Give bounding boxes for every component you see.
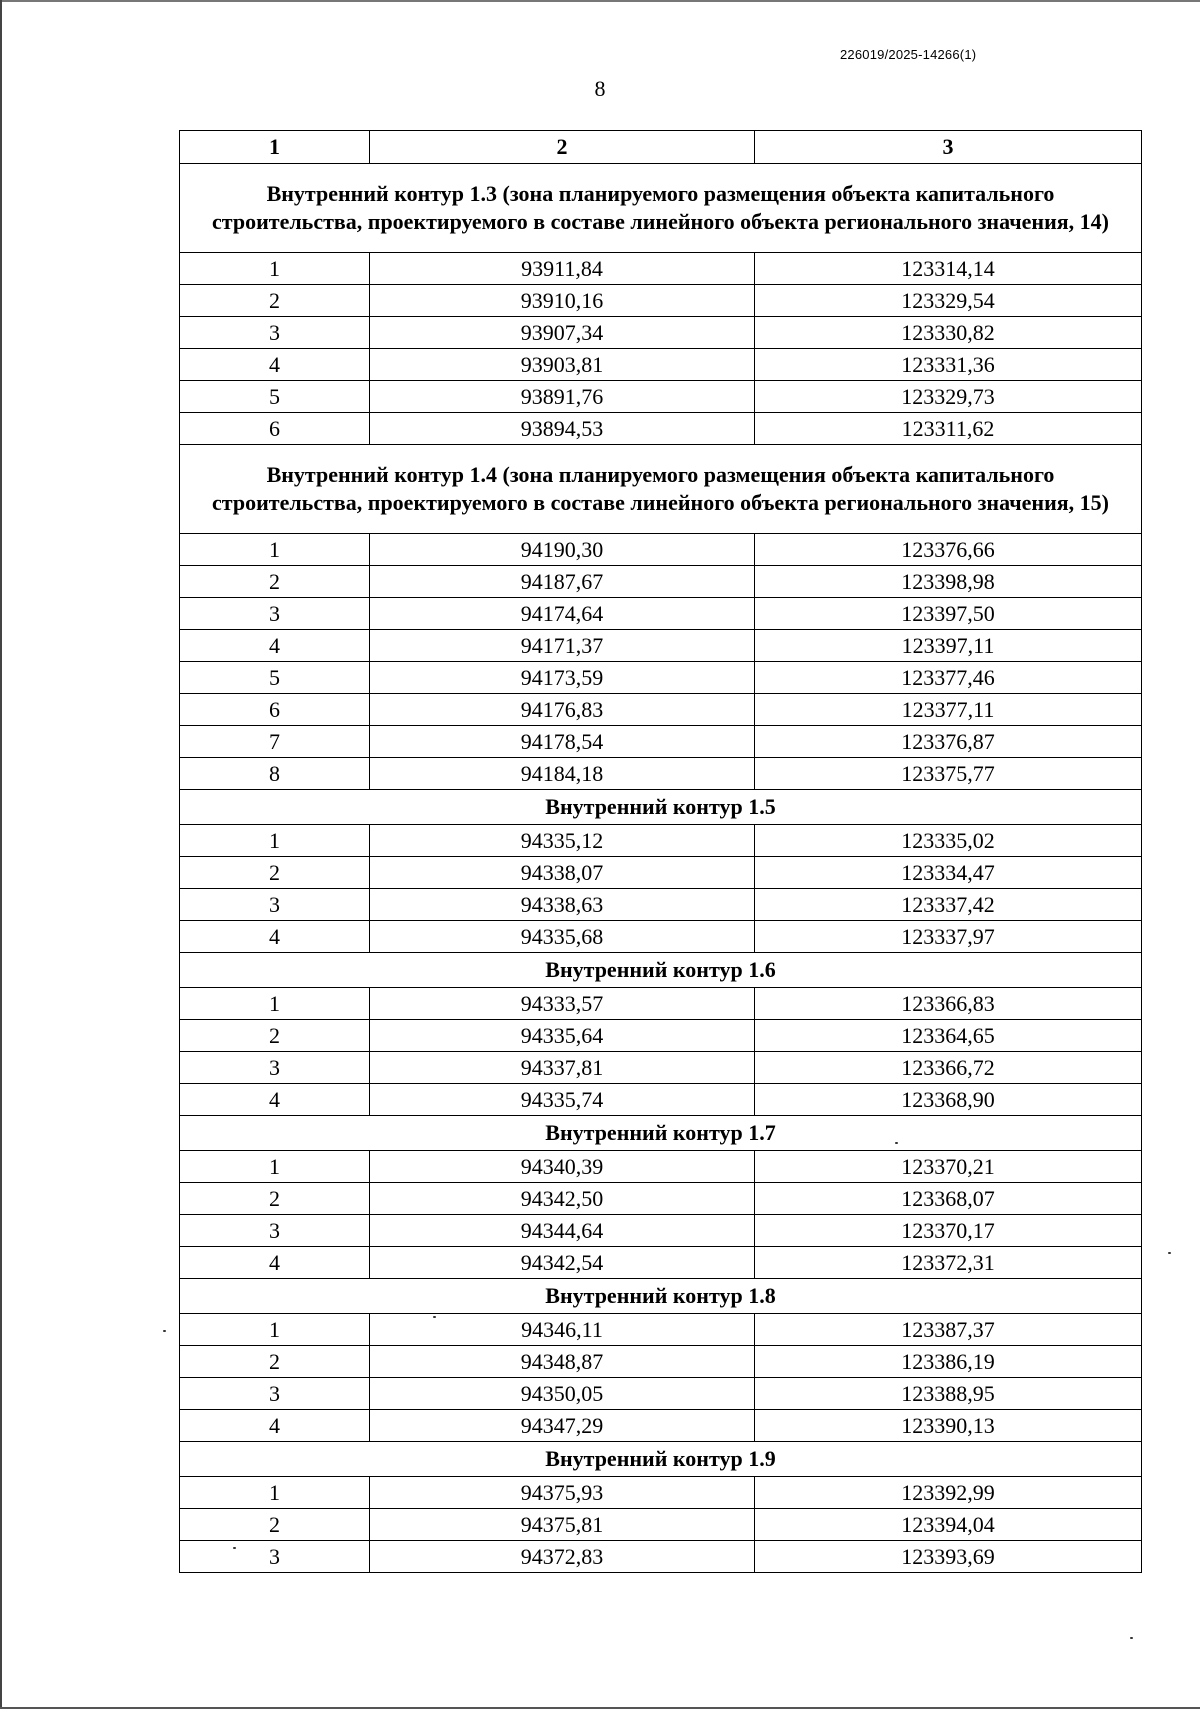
table-row [180, 1151, 1142, 1183]
x-coordinate-cell: 94171,37 [370, 630, 755, 662]
x-coordinate-cell: 94348,87 [370, 1346, 755, 1378]
table-row [180, 1477, 1142, 1509]
y-coordinate-cell: 123376,66 [755, 534, 1142, 566]
y-coordinate-cell: 123394,04 [755, 1509, 1142, 1541]
y-coordinate-cell: 123397,11 [755, 630, 1142, 662]
x-coordinate-cell: 94340,39 [370, 1151, 755, 1183]
scan-speck [233, 1547, 236, 1549]
column-header-y: 3 [755, 131, 1142, 164]
x-coordinate-cell: 94338,63 [370, 889, 755, 921]
section-header-row [180, 1442, 1142, 1477]
x-coordinate-cell: 94176,83 [370, 694, 755, 726]
x-coordinate-cell: 94173,59 [370, 662, 755, 694]
x-coordinate-cell: 94174,64 [370, 598, 755, 630]
point-number-cell: 3 [180, 1541, 370, 1573]
table-row [180, 889, 1142, 921]
table-row [180, 694, 1142, 726]
x-coordinate-cell: 94350,05 [370, 1378, 755, 1410]
table-header-row [180, 131, 1142, 164]
table-row [180, 662, 1142, 694]
y-coordinate-cell: 123376,87 [755, 726, 1142, 758]
x-coordinate-cell: 93911,84 [370, 253, 755, 285]
column-header-number: 1 [180, 131, 370, 164]
table-row [180, 988, 1142, 1020]
point-number-cell: 3 [180, 1052, 370, 1084]
x-coordinate-cell: 94190,30 [370, 534, 755, 566]
point-number-cell: 4 [180, 1084, 370, 1116]
x-coordinate-cell: 94335,74 [370, 1084, 755, 1116]
scan-edge-top [0, 0, 1200, 2]
x-coordinate-cell: 94342,54 [370, 1247, 755, 1279]
section-title: Внутренний контур 1.8 [180, 1279, 1142, 1314]
point-number-cell: 1 [180, 1314, 370, 1346]
table-row [180, 1183, 1142, 1215]
table-row [180, 1247, 1142, 1279]
x-coordinate-cell: 93910,16 [370, 285, 755, 317]
point-number-cell: 5 [180, 662, 370, 694]
x-coordinate-cell: 94337,81 [370, 1052, 755, 1084]
point-number-cell: 6 [180, 413, 370, 445]
x-coordinate-cell: 94184,18 [370, 758, 755, 790]
point-number-cell: 3 [180, 1215, 370, 1247]
point-number-cell: 1 [180, 825, 370, 857]
point-number-cell: 3 [180, 1378, 370, 1410]
y-coordinate-cell: 123329,54 [755, 285, 1142, 317]
table-row [180, 1541, 1142, 1573]
point-number-cell: 2 [180, 285, 370, 317]
y-coordinate-cell: 123398,98 [755, 566, 1142, 598]
table-row [180, 1378, 1142, 1410]
table-row [180, 413, 1142, 445]
point-number-cell: 1 [180, 534, 370, 566]
x-coordinate-cell: 94335,68 [370, 921, 755, 953]
x-coordinate-cell: 94335,64 [370, 1020, 755, 1052]
point-number-cell: 2 [180, 566, 370, 598]
point-number-cell: 2 [180, 1346, 370, 1378]
scan-edge-left [0, 0, 2, 1709]
scan-speck [163, 1330, 166, 1332]
x-coordinate-cell: 94346,11 [370, 1314, 755, 1346]
table-row [180, 1020, 1142, 1052]
y-coordinate-cell: 123370,21 [755, 1151, 1142, 1183]
point-number-cell: 8 [180, 758, 370, 790]
section-title: Внутренний контур 1.3 (зона планируемого размещения объекта капитального строительства, проектируемого в составе линейного объекта регионального значения, 14) [180, 164, 1142, 253]
table-row [180, 381, 1142, 413]
point-number-cell: 1 [180, 988, 370, 1020]
table-row [180, 534, 1142, 566]
y-coordinate-cell: 123377,11 [755, 694, 1142, 726]
table-row [180, 1509, 1142, 1541]
point-number-cell: 5 [180, 381, 370, 413]
table-row [180, 1410, 1142, 1442]
table-row [180, 921, 1142, 953]
section-header-row [180, 953, 1142, 988]
section-title: Внутренний контур 1.9 [180, 1442, 1142, 1477]
y-coordinate-cell: 123366,83 [755, 988, 1142, 1020]
y-coordinate-cell: 123337,42 [755, 889, 1142, 921]
section-header-row [180, 790, 1142, 825]
point-number-cell: 2 [180, 1509, 370, 1541]
table-row [180, 1314, 1142, 1346]
y-coordinate-cell: 123387,37 [755, 1314, 1142, 1346]
section-header-row [180, 164, 1142, 253]
section-title: Внутренний контур 1.4 (зона планируемого размещения объекта капитального строительства, проектируемого в составе линейного объекта регионального значения, 15) [180, 445, 1142, 534]
table-row [180, 758, 1142, 790]
y-coordinate-cell: 123311,62 [755, 413, 1142, 445]
point-number-cell: 3 [180, 889, 370, 921]
point-number-cell: 1 [180, 253, 370, 285]
y-coordinate-cell: 123334,47 [755, 857, 1142, 889]
table-row [180, 253, 1142, 285]
x-coordinate-cell: 94338,07 [370, 857, 755, 889]
point-number-cell: 4 [180, 1247, 370, 1279]
table-row [180, 285, 1142, 317]
y-coordinate-cell: 123366,72 [755, 1052, 1142, 1084]
scan-speck [433, 1316, 436, 1318]
table-row [180, 598, 1142, 630]
x-coordinate-cell: 94344,64 [370, 1215, 755, 1247]
scan-speck [895, 1142, 898, 1144]
point-number-cell: 4 [180, 630, 370, 662]
table-row [180, 630, 1142, 662]
x-coordinate-cell: 94347,29 [370, 1410, 755, 1442]
section-header-row [180, 445, 1142, 534]
x-coordinate-cell: 94335,12 [370, 825, 755, 857]
section-title: Внутренний контур 1.6 [180, 953, 1142, 988]
point-number-cell: 1 [180, 1477, 370, 1509]
y-coordinate-cell: 123386,19 [755, 1346, 1142, 1378]
point-number-cell: 2 [180, 857, 370, 889]
table-row [180, 1346, 1142, 1378]
y-coordinate-cell: 123329,73 [755, 381, 1142, 413]
table-body [180, 164, 1142, 1573]
table-row [180, 1052, 1142, 1084]
x-coordinate-cell: 94333,57 [370, 988, 755, 1020]
x-coordinate-cell: 93903,81 [370, 349, 755, 381]
x-coordinate-cell: 94342,50 [370, 1183, 755, 1215]
y-coordinate-cell: 123368,90 [755, 1084, 1142, 1116]
document-id: 226019/2025-14266(1) [840, 47, 977, 62]
table-row [180, 566, 1142, 598]
y-coordinate-cell: 123370,17 [755, 1215, 1142, 1247]
y-coordinate-cell: 123314,14 [755, 253, 1142, 285]
point-number-cell: 6 [180, 694, 370, 726]
table-row [180, 1215, 1142, 1247]
y-coordinate-cell: 123364,65 [755, 1020, 1142, 1052]
column-header-x: 2 [370, 131, 755, 164]
x-coordinate-cell: 93891,76 [370, 381, 755, 413]
y-coordinate-cell: 123330,82 [755, 317, 1142, 349]
y-coordinate-cell: 123377,46 [755, 662, 1142, 694]
point-number-cell: 4 [180, 921, 370, 953]
point-number-cell: 1 [180, 1151, 370, 1183]
y-coordinate-cell: 123397,50 [755, 598, 1142, 630]
x-coordinate-cell: 94372,83 [370, 1541, 755, 1573]
point-number-cell: 4 [180, 349, 370, 381]
table-row [180, 1084, 1142, 1116]
point-number-cell: 2 [180, 1183, 370, 1215]
section-title: Внутренний контур 1.5 [180, 790, 1142, 825]
point-number-cell: 4 [180, 1410, 370, 1442]
table-row [180, 825, 1142, 857]
point-number-cell: 7 [180, 726, 370, 758]
x-coordinate-cell: 94375,81 [370, 1509, 755, 1541]
y-coordinate-cell: 123368,07 [755, 1183, 1142, 1215]
y-coordinate-cell: 123335,02 [755, 825, 1142, 857]
section-title: Внутренний контур 1.7 [180, 1116, 1142, 1151]
table-row [180, 857, 1142, 889]
y-coordinate-cell: 123372,31 [755, 1247, 1142, 1279]
section-header-row [180, 1116, 1142, 1151]
point-number-cell: 2 [180, 1020, 370, 1052]
table-row [180, 726, 1142, 758]
x-coordinate-cell: 94375,93 [370, 1477, 755, 1509]
x-coordinate-cell: 93894,53 [370, 413, 755, 445]
point-number-cell: 3 [180, 317, 370, 349]
y-coordinate-cell: 123393,69 [755, 1541, 1142, 1573]
section-header-row [180, 1279, 1142, 1314]
x-coordinate-cell: 94178,54 [370, 726, 755, 758]
page-number: 8 [594, 76, 606, 101]
x-coordinate-cell: 93907,34 [370, 317, 755, 349]
y-coordinate-cell: 123337,97 [755, 921, 1142, 953]
scan-speck [1130, 1637, 1133, 1639]
table-row [180, 349, 1142, 381]
y-coordinate-cell: 123388,95 [755, 1378, 1142, 1410]
coordinates-table [179, 130, 1142, 1573]
point-number-cell: 3 [180, 598, 370, 630]
y-coordinate-cell: 123375,77 [755, 758, 1142, 790]
scan-speck [1168, 1252, 1171, 1254]
table-row [180, 317, 1142, 349]
x-coordinate-cell: 94187,67 [370, 566, 755, 598]
y-coordinate-cell: 123390,13 [755, 1410, 1142, 1442]
y-coordinate-cell: 123331,36 [755, 349, 1142, 381]
y-coordinate-cell: 123392,99 [755, 1477, 1142, 1509]
